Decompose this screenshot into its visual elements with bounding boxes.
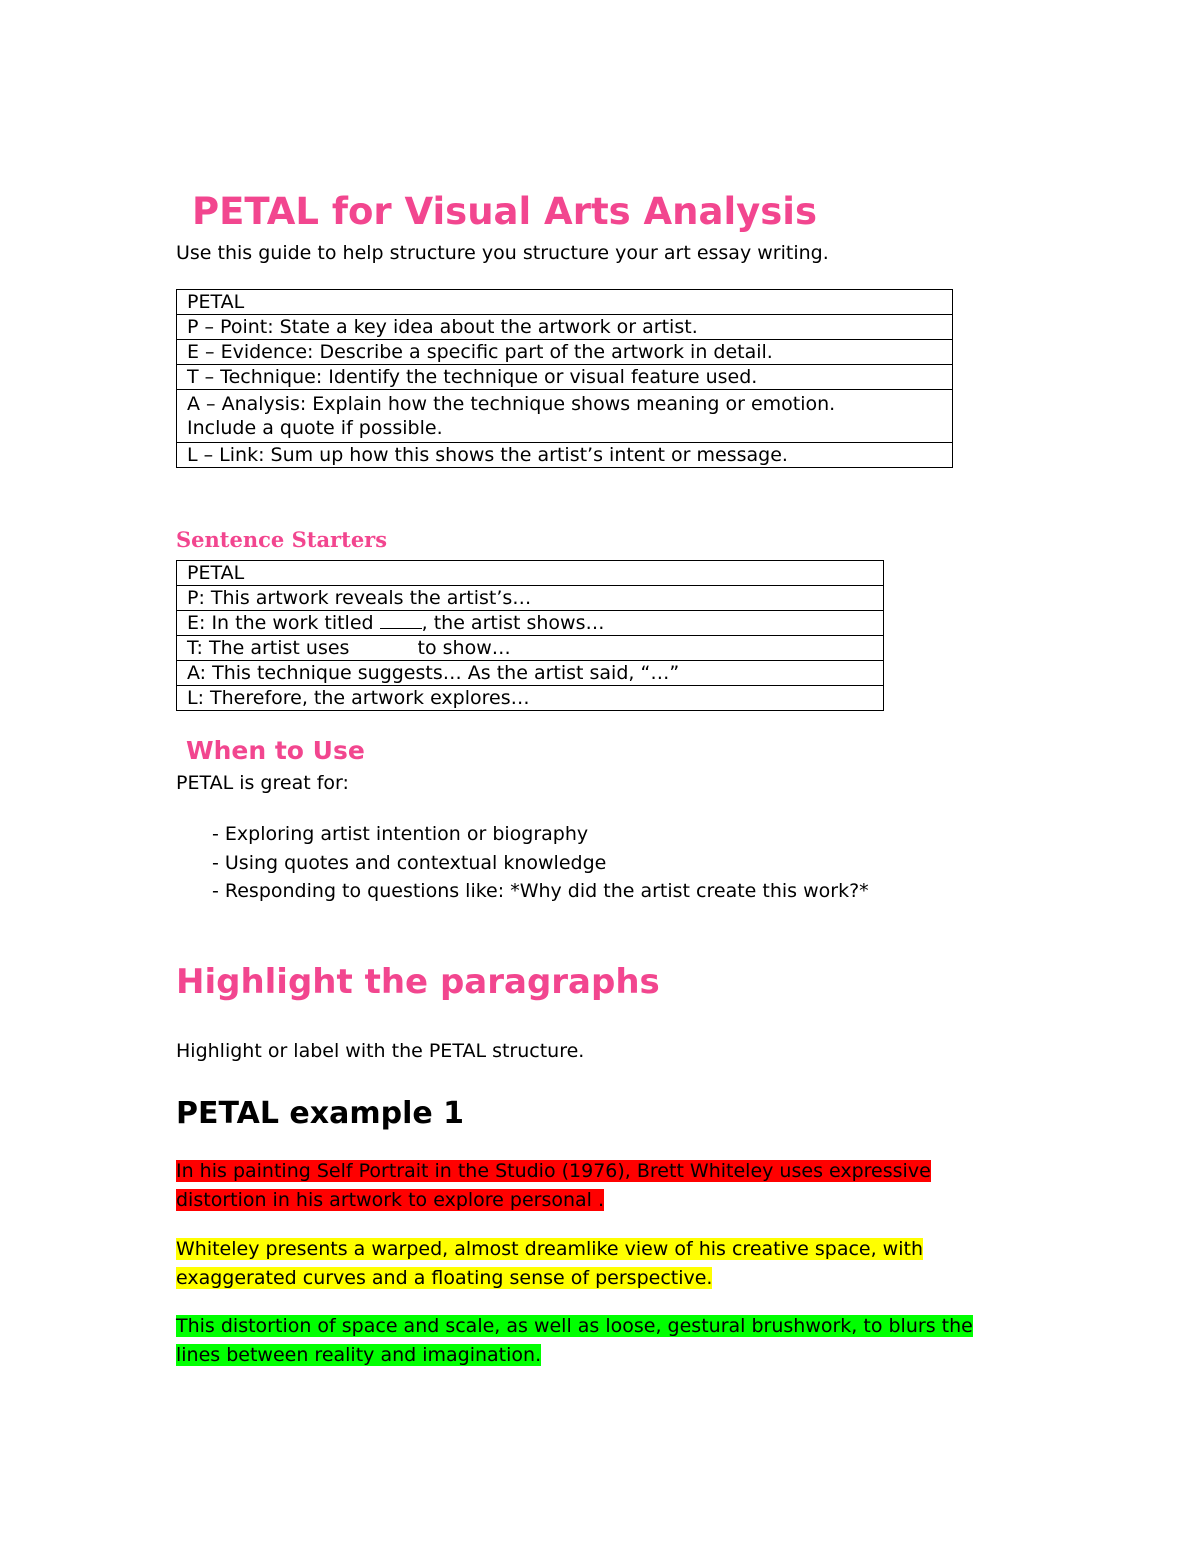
starter-technique-suffix: to show… [411, 637, 511, 659]
page-title: PETAL for Visual Arts Analysis [192, 190, 818, 233]
highlighted-text: In his painting Self Portrait in the Studio (1976), Brett Whiteley uses expressive distortion in his artwork to explore personal . [176, 1160, 931, 1211]
list-item: - Responding to questions like: *Why did the artist create this work?* [212, 880, 869, 902]
sentence-starters-table [176, 560, 884, 711]
list-item: - Using quotes and contextual knowledge [212, 851, 607, 874]
highlighted-text: This distortion of space and scale, as well as loose, gestural brushwork, to blurs the lines between reality and imagination. [176, 1315, 973, 1366]
table-row [177, 661, 884, 686]
petal-row-analysis-line2: Include a quote if possible. [187, 417, 443, 439]
starter-row-link: L: Therefore, the artwork explores… [177, 686, 884, 711]
starter-evidence-prefix: E: In the work titled [187, 612, 380, 634]
petal-row-technique: T – Technique: Identify the technique or visual feature used. [177, 365, 953, 390]
starter-row-technique [177, 636, 884, 661]
list-item: - Exploring artist intention or biography [212, 823, 589, 845]
table-row [177, 611, 884, 636]
petal-row-point: P – Point: State a key idea about the artwork or artist. [177, 315, 953, 340]
table-row [177, 290, 953, 315]
petal-table [176, 289, 953, 468]
when-to-use-intro: PETAL is great for: [176, 772, 349, 794]
starter-row-evidence [177, 611, 884, 636]
table-row [177, 561, 884, 586]
fill-in-blank [380, 612, 422, 629]
petal-table-header: PETAL [177, 290, 953, 315]
sentence-starters-heading: Sentence Starters [176, 527, 388, 552]
starter-row-analysis: A: This technique suggests… As the artist said, “…” [177, 661, 884, 686]
highlighted-paragraph-technique [176, 1312, 1006, 1370]
petal-row-analysis-line1: A – Analysis: Explain how the technique shows meaning or emotion. [187, 393, 836, 415]
starters-table-header: PETAL [177, 561, 884, 586]
highlighted-text: Whiteley presents a warped, almost dreamlike view of his creative space, with exaggerated curves and a floating sense of perspective. [176, 1238, 923, 1289]
highlighted-paragraph-evidence [176, 1235, 1006, 1293]
table-row [177, 586, 884, 611]
table-row [177, 686, 884, 711]
table-row [177, 365, 953, 390]
petal-row-analysis [177, 390, 953, 443]
when-to-use-heading: When to Use [186, 736, 365, 765]
starter-technique-prefix: T: The artist uses [187, 637, 356, 659]
table-row [177, 315, 953, 340]
table-row [177, 443, 953, 468]
petal-row-link: L – Link: Sum up how this shows the artist’s intent or message. [177, 443, 953, 468]
starter-evidence-suffix: , the artist shows… [421, 612, 605, 634]
table-row [177, 636, 884, 661]
highlight-heading: Highlight the paragraphs [176, 962, 660, 1002]
table-row [177, 340, 953, 365]
when-to-use-list [212, 820, 869, 906]
example-heading: PETAL example 1 [176, 1096, 465, 1131]
starter-row-point: P: This artwork reveals the artist’s… [177, 586, 884, 611]
highlighted-paragraph-point [176, 1157, 1006, 1215]
table-row [177, 390, 953, 443]
page-subtitle: Use this guide to help structure you structure your art essay writing. [176, 242, 829, 264]
highlight-intro: Highlight or label with the PETAL structure. [176, 1040, 585, 1062]
petal-row-evidence: E – Evidence: Describe a specific part of the artwork in detail. [177, 340, 953, 365]
